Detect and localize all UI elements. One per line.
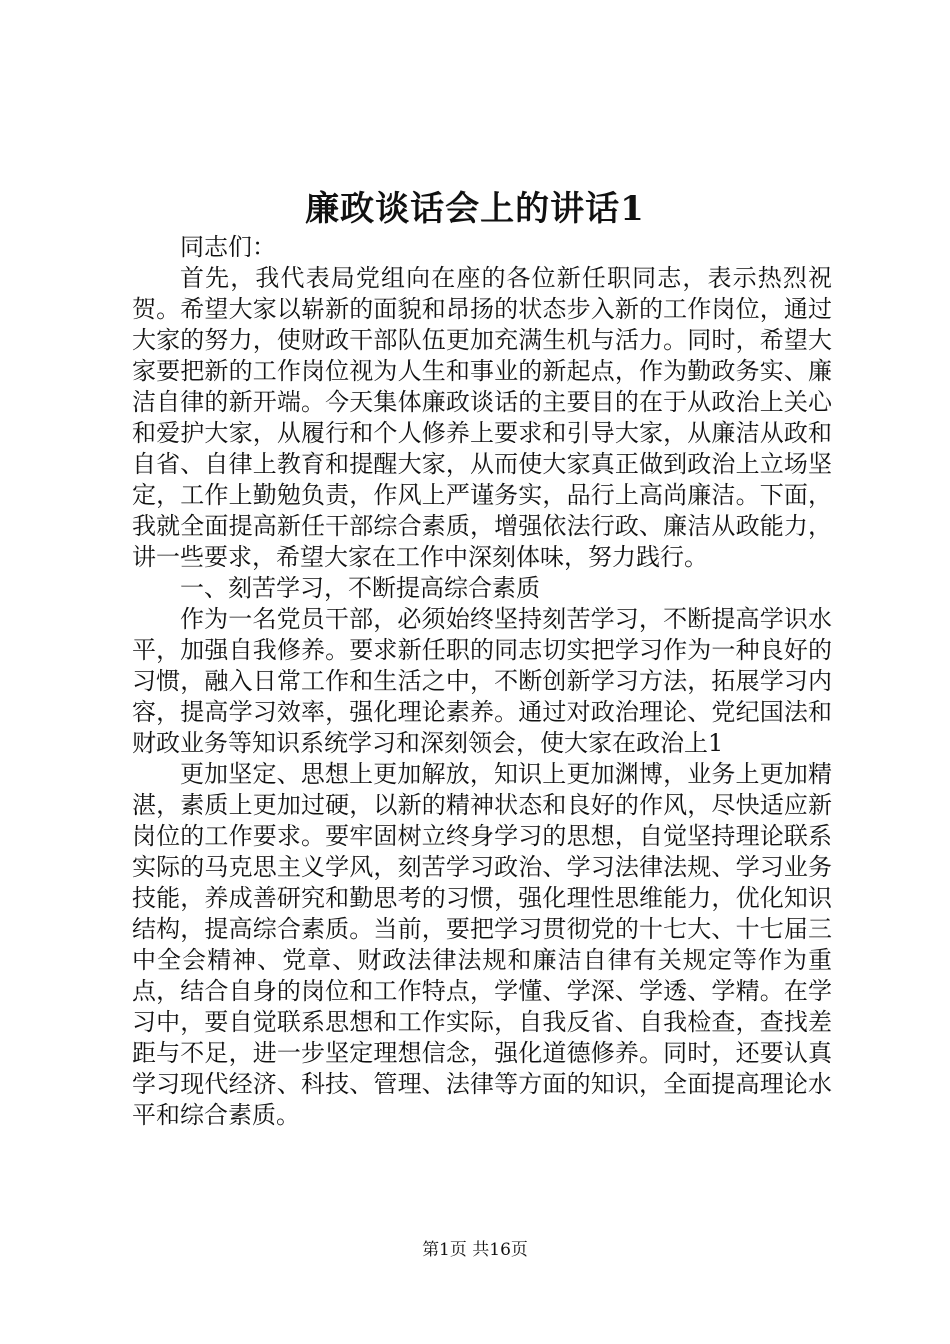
- section-heading: 一、刻苦学习，不断提高综合素质: [180, 574, 540, 602]
- salutation: 同志们：: [180, 233, 276, 261]
- paragraph-study-2: 更加坚定、思想上更加解放，知识上更加渊博，业务上更加精湛，素质上更加过硬，以新的精神状态和良好的作风，尽快适应新岗位的工作要求。要牢固树立终身学习的思想，自觉坚持理论联系实际的马克思主义学风，刻苦学习政治、学习法律法规、学习业务技能，养成善研究和勤思考的习惯，强化理性思维能力，优化知识结构，提高综合素质。当前，要把学习贯彻党的十七大、十七届三中全会精神、党章、财政法律法规和廉洁自律有关规定等作为重点，结合自身的岗位和工作特点，学懂、学深、学透、学精。在学习中，要自觉联系思想和工作实际，自我反省、自我检查，查找差距与不足，进一步坚定理想信念，强化道德修养。同时，还要认真学习现代经济、科技、管理、法律等方面的知识，全面提高理论水平和综合素质。: [132, 760, 832, 1129]
- document-title: 廉政谈话会上的讲话1: [305, 189, 645, 229]
- paragraph-intro: 首先，我代表局党组向在座的各位新任职同志，表示热烈祝贺。希望大家以崭新的面貌和昂扬的状态步入新的工作岗位，通过大家的努力，使财政干部队伍更加充满生机与活力。同时，希望大家要把新的工作岗位视为人生和事业的新起点，作为勤政务实、廉洁自律的新开端。今天集体廉政谈话的主要目的在于从政治上关心和爱护大家，从履行和个人修养上要求和引导大家，从廉洁从政和自省、自律上教育和提醒大家，从而使大家真正做到政治上立场坚定，工作上勤勉负责，作风上严谨务实，品行上高尚廉洁。下面，我就全面提高新任干部综合素质，增强依法行政、廉洁从政能力，讲一些要求，希望大家在工作中深刻体味，努力践行。: [132, 264, 832, 571]
- document-body: [132, 232, 832, 1131]
- paragraph-study-1: 作为一名党员干部，必须始终坚持刻苦学习，不断提高学识水平，加强自我修养。要求新任职的同志切实把学习作为一种良好的习惯，融入日常工作和生活之中，不断创新学习方法，拓展学习内容，提高学习效率，强化理论素养。通过对政治理论、党纪国法和财政业务等知识系统学习和深刻领会，使大家在政治上1: [132, 605, 832, 757]
- page-footer: 第1页 共16页: [422, 1240, 528, 1260]
